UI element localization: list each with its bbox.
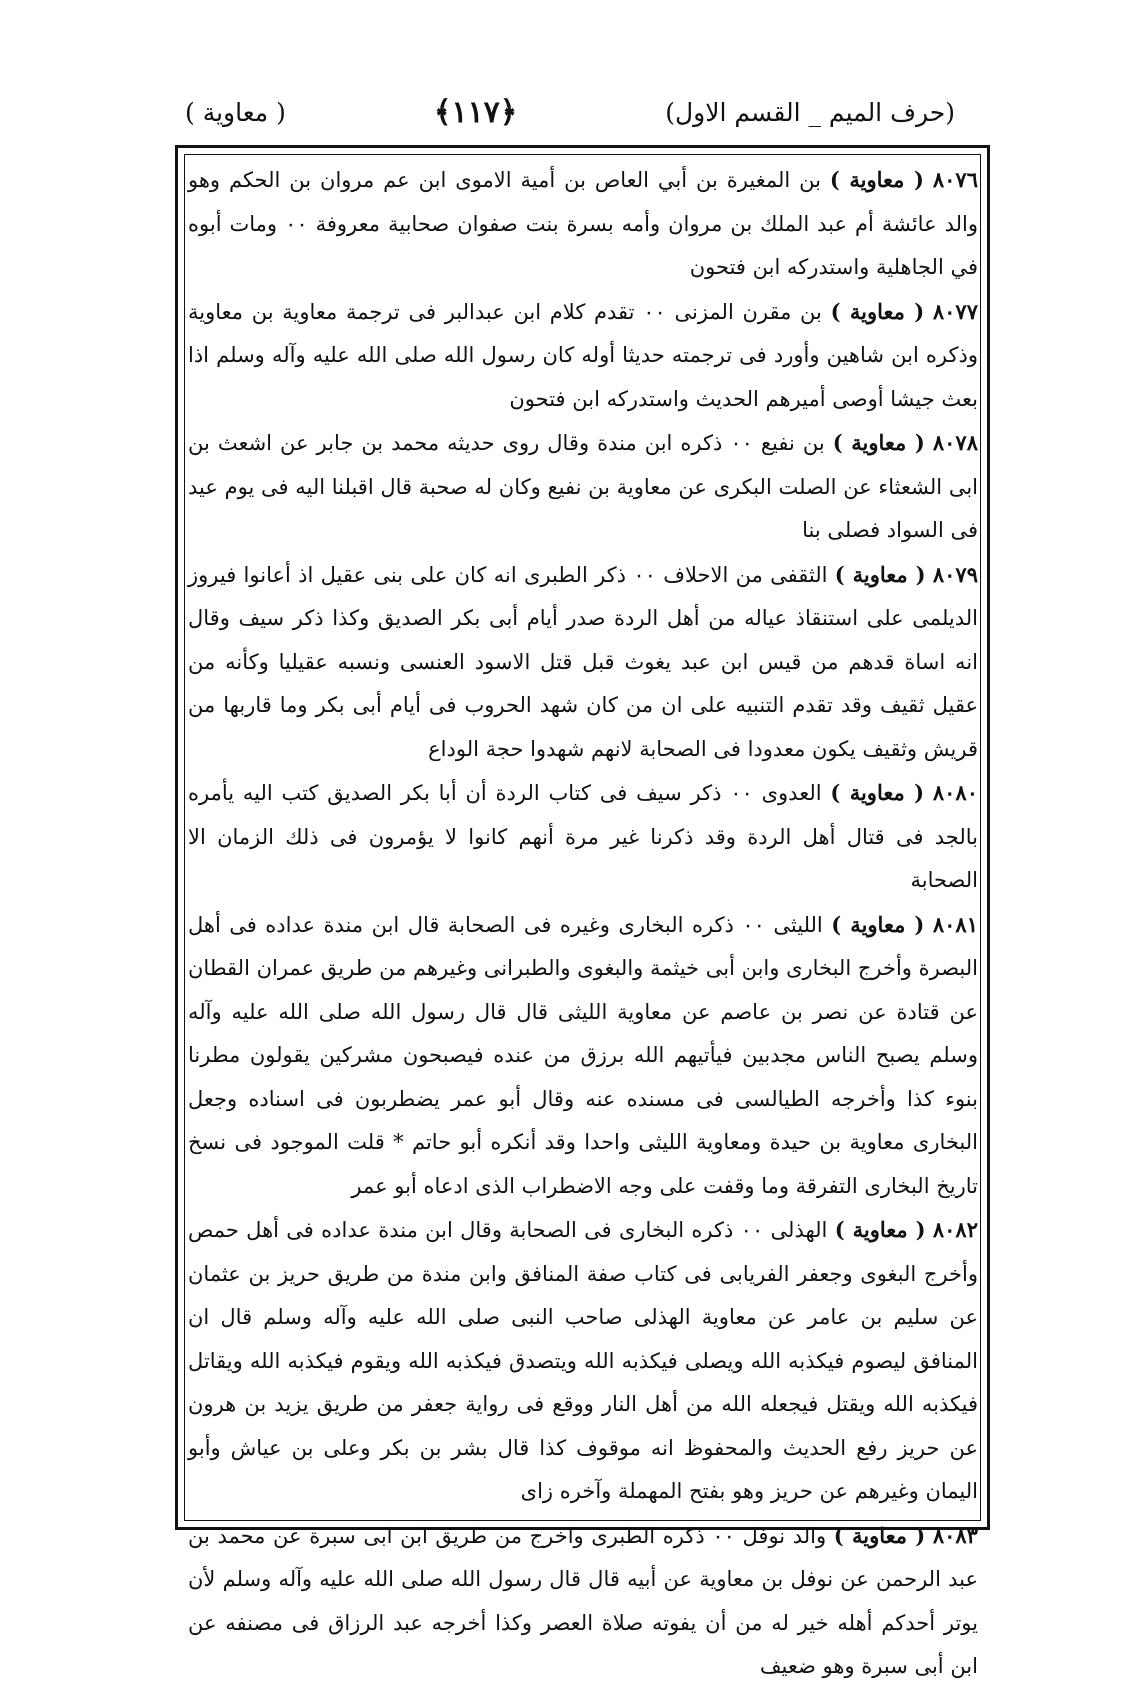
entry-name: ( معاوية ) xyxy=(834,1217,926,1242)
entry xyxy=(188,903,978,1209)
header-running-title: ( معاوية ) xyxy=(185,97,286,127)
page-number: ﴿١١٧﴾ xyxy=(433,94,518,130)
entry xyxy=(188,553,978,772)
entry-name: ( معاوية ) xyxy=(832,430,925,455)
entry xyxy=(188,1208,978,1514)
entry-number: ٨٠٧٨ xyxy=(932,430,978,455)
entry-text: الثقفى من الاحلاف ٠٠ ذكر الطبرى انه كان على بنى عقيل اذ أعانوا فيروز الديلمى على استنقاذ عياله من أهل الردة صدر أيام أبى بكر الصديق وكذا ذكر سيف وقال انه اساة قدهم من قيس ابن عبد يغوث قبل قتل الاسود العنسى ونسبه عقيليا وكأنه من عقيل ثقيف وقد تقدم التنبيه على ان من كان شهد الحروب فى أيام أبى بكر وما قاربها من قريش وثقيف يكون معدودا فى الصحابة لانهم شهدوا حجة الوداع xyxy=(188,562,978,761)
entry-number: ٨٠٨٢ xyxy=(932,1217,978,1242)
page-header xyxy=(185,88,955,136)
entry-text: والد نوفل ٠٠ ذكره الطبرى واخرج من طريق ابن ابى سبرة عن محمد بن عبد الرحمن عن نوفل بن معاوية عن أبيه قال قال رسول الله صلى الله عليه وآله وسلم لأن يوتر أحدكم أهله خير له من أن يفوته صلاة العصر وكذا أخرجه عبد الرزاق فى مصنفه عن ابن أبى سبرة وهو ضعيف xyxy=(188,1523,978,1678)
entry-name: ( معاوية ) xyxy=(829,167,924,192)
entry-text: الليثى ٠٠ ذكره البخارى وغيره فى الصحابة قال ابن مندة عداده فى أهل البصرة وأخرج البخارى وابن أبى خيثمة والبغوى والطبرانى وغيرهم من طريق عمران القطان عن قتادة عن نصر بن عاصم عن معاوية الليثى قال قال رسول الله صلى الله عليه وآله وسلم يصبح الناس مجدبين فيأتيهم الله برزق من عنده فيصبحون مشركين يقولون مطرنا بنوء كذا وأخرجه الطيالسى فى مسنده عنه وقال أبو عمر يضطربون فى اسناده وجعل البخارى معاوية بن حيدة ومعاوية الليثى واحدا وقد أنكره أبو حاتم * قلت الموجود فى نسخ تاريخ البخارى التفرقة وما وقفت على وجه الاضطراب الذى ادعاه أبو عمر xyxy=(188,912,978,1198)
entry xyxy=(188,421,978,553)
entry xyxy=(188,771,978,903)
entry xyxy=(188,290,978,422)
entry xyxy=(188,1514,978,1689)
entry-number: ٨٠٨٣ xyxy=(932,1522,978,1548)
entry-name: ( معاوية ) xyxy=(831,911,925,937)
entry-number: ٨٠٨٠ xyxy=(932,780,978,805)
entry xyxy=(188,158,978,290)
entry-text: العدوى ٠٠ ذكر سيف فى كتاب الردة أن أبا بكر الصديق كتب اليه يأمره بالجد فى قتال أهل الردة وقد ذكرنا غير مرة أنهم كانوا لا يؤمرون فى ذلك الزمان الا الصحابة xyxy=(188,781,978,892)
entry-name: ( معاوية ) xyxy=(834,561,926,587)
entry-text: بن نفيع ٠٠ ذكره ابن مندة وقال روى حديثه محمد بن جابر عن اشعث بن ابى الشعثاء عن الصلت البكرى عن معاوية بن نفيع وكان له صحبة قال اقبلنا اليه فى يوم عيد فى السواد فصلى بنا xyxy=(188,431,978,542)
entry-text: الهذلى ٠٠ ذكره البخارى فى الصحابة وقال ابن مندة عداده فى أهل حمص وأخرج البغوى وجعفر الفريابى فى كتاب صفة المنافق وابن مندة من طريق حريز بن عثمان عن سليم بن عامر عن معاوية الهذلى صاحب النبى صلى الله عليه وآله وسلم قال ان المنافق ليصوم فيكذبه الله ويصلى فيكذبه الله ويتصدق فيكذبه الله ويقوم فيكذبه الله ويقاتل فيكذبه الله ويقتل فيجعله الله من أهل النار ووقع فى رواية جعفر من طريق يزيد بن هرون عن حريز رفع الحديث والمحفوظ انه موقوف كذا قال بشر بن بكر وعلى بن عياش وأبو اليمان وغيرهم عن حريز وهو بفتح المهملة وآخره زاى xyxy=(188,1218,978,1503)
entry-name: ( معاوية ) xyxy=(833,1522,926,1548)
entry-number: ٨٠٧٦ xyxy=(932,167,978,192)
entry-name: ( معاوية ) xyxy=(830,780,925,805)
entry-text: بن مقرن المزنى ٠٠ تقدم كلام ابن عبدالبر فى ترجمة معاوية بن معاوية وذكره ابن شاهين وأورد فى ترجمته حديثا أوله كان رسول الله صلى الله عليه وآله وسلم اذا بعث جيشا أوصى أميرهم الحديث واستدركه ابن فتحون xyxy=(188,299,978,411)
entry-number: ٨٠٧٩ xyxy=(932,561,978,587)
entry-number: ٨٠٨١ xyxy=(932,911,978,937)
entry-name: ( معاوية ) xyxy=(830,298,925,324)
entries-body xyxy=(188,158,978,1678)
header-section-title: (حرف الميم _ القسم الاول) xyxy=(665,97,955,127)
entry-text: بن المغيرة بن أبي العاص بن أمية الاموى ابن عم مروان بن الحكم وهو والد عائشة أم عبد الملك بن مروان وأمه بسرة بنت صفوان صحابية معروفة ٠٠ ومات أبوه في الجاهلية واستدركه ابن فتحون xyxy=(188,168,978,279)
entry-number: ٨٠٧٧ xyxy=(932,298,978,324)
